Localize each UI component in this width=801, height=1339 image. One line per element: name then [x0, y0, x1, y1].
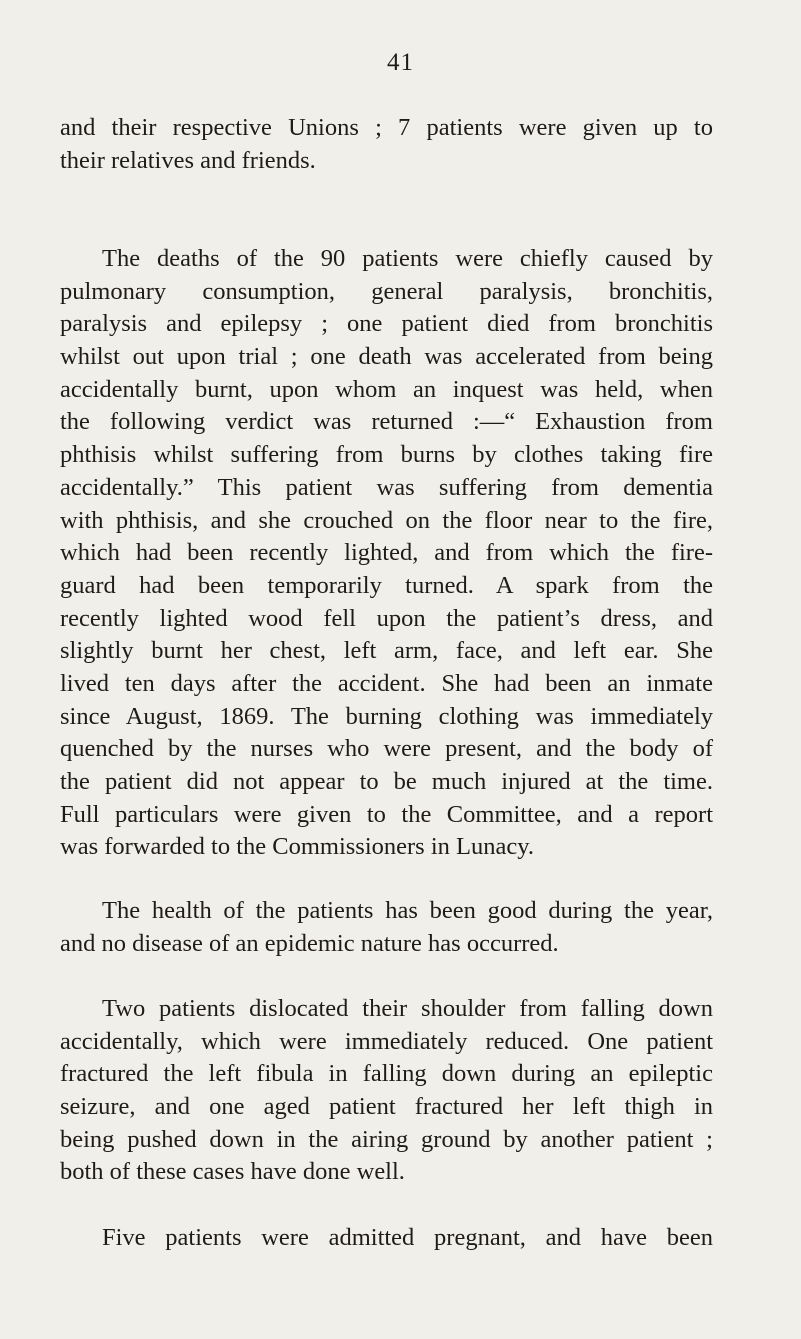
paragraph-deaths [60, 243, 713, 864]
paragraph-pregnant [60, 1222, 713, 1255]
paragraph-health [60, 895, 713, 960]
text-line: Full particulars were given to the Committee, and a report [60, 800, 713, 828]
text-line: quenched by the nurses who were present, and the body of [60, 735, 713, 763]
text-line: accidentally, which were immediately reduced. One patient [60, 1027, 713, 1055]
page-number: 41 [387, 49, 414, 76]
paragraph-continuation [60, 112, 713, 177]
text-line: slightly burnt her chest, left arm, face, and left ear. She [60, 637, 713, 665]
text-line: whilst out upon trial ; one death was accelerated from being [60, 343, 713, 371]
text-line: and their respective Unions ; 7 patients were given up to [60, 114, 713, 141]
text-line: their relatives and friends. [60, 146, 316, 174]
text-line: phthisis whilst suffering from burns by clothes taking fire [60, 441, 713, 469]
paragraph-accidents [60, 993, 713, 1189]
text-line: guard had been temporarily turned. A spark from the [60, 571, 713, 599]
text-line: being pushed down in the airing ground by another patient ; [60, 1125, 713, 1153]
text-line: paralysis and epilepsy ; one patient died from bronchitis [60, 310, 713, 338]
text-line: seizure, and one aged patient fractured her left thigh in [60, 1093, 713, 1121]
text-line: The deaths of the 90 patients were chiefly caused by [102, 245, 713, 272]
text-line: since August, 1869. The burning clothing was immediately [60, 702, 713, 730]
text-line: the patient did not appear to be much injured at the time. [60, 768, 713, 795]
text-line: The health of the patients has been good during the year, [102, 897, 713, 924]
text-line: which had been recently lighted, and from which the fire- [60, 539, 713, 567]
text-line: accidentally burnt, upon whom an inquest was held, when [60, 375, 713, 403]
text-line: accidentally.” This patient was suffering from dementia [60, 473, 713, 501]
text-line: with phthisis, and she crouched on the floor near to the fire, [60, 506, 713, 534]
text-line: was forwarded to the Commissioners in Lunacy. [60, 833, 535, 861]
text-line: recently lighted wood fell upon the patient’s dress, and [60, 604, 713, 632]
text-line: lived ten days after the accident. She had been an inmate [60, 669, 713, 697]
text-line: both of these cases have done well. [60, 1158, 405, 1186]
text-line: and no disease of an epidemic nature has occurred. [60, 929, 559, 957]
text-line: Five patients were admitted pregnant, and have been [102, 1224, 713, 1251]
text-line: fractured the left fibula in falling down during an epileptic [60, 1060, 713, 1088]
text-line: Two patients dislocated their shoulder from falling down [102, 995, 713, 1022]
text-line: pulmonary consumption, general paralysis, bronchitis, [60, 277, 713, 305]
text-line: the following verdict was returned :—“ Exhaustion from [60, 408, 713, 436]
